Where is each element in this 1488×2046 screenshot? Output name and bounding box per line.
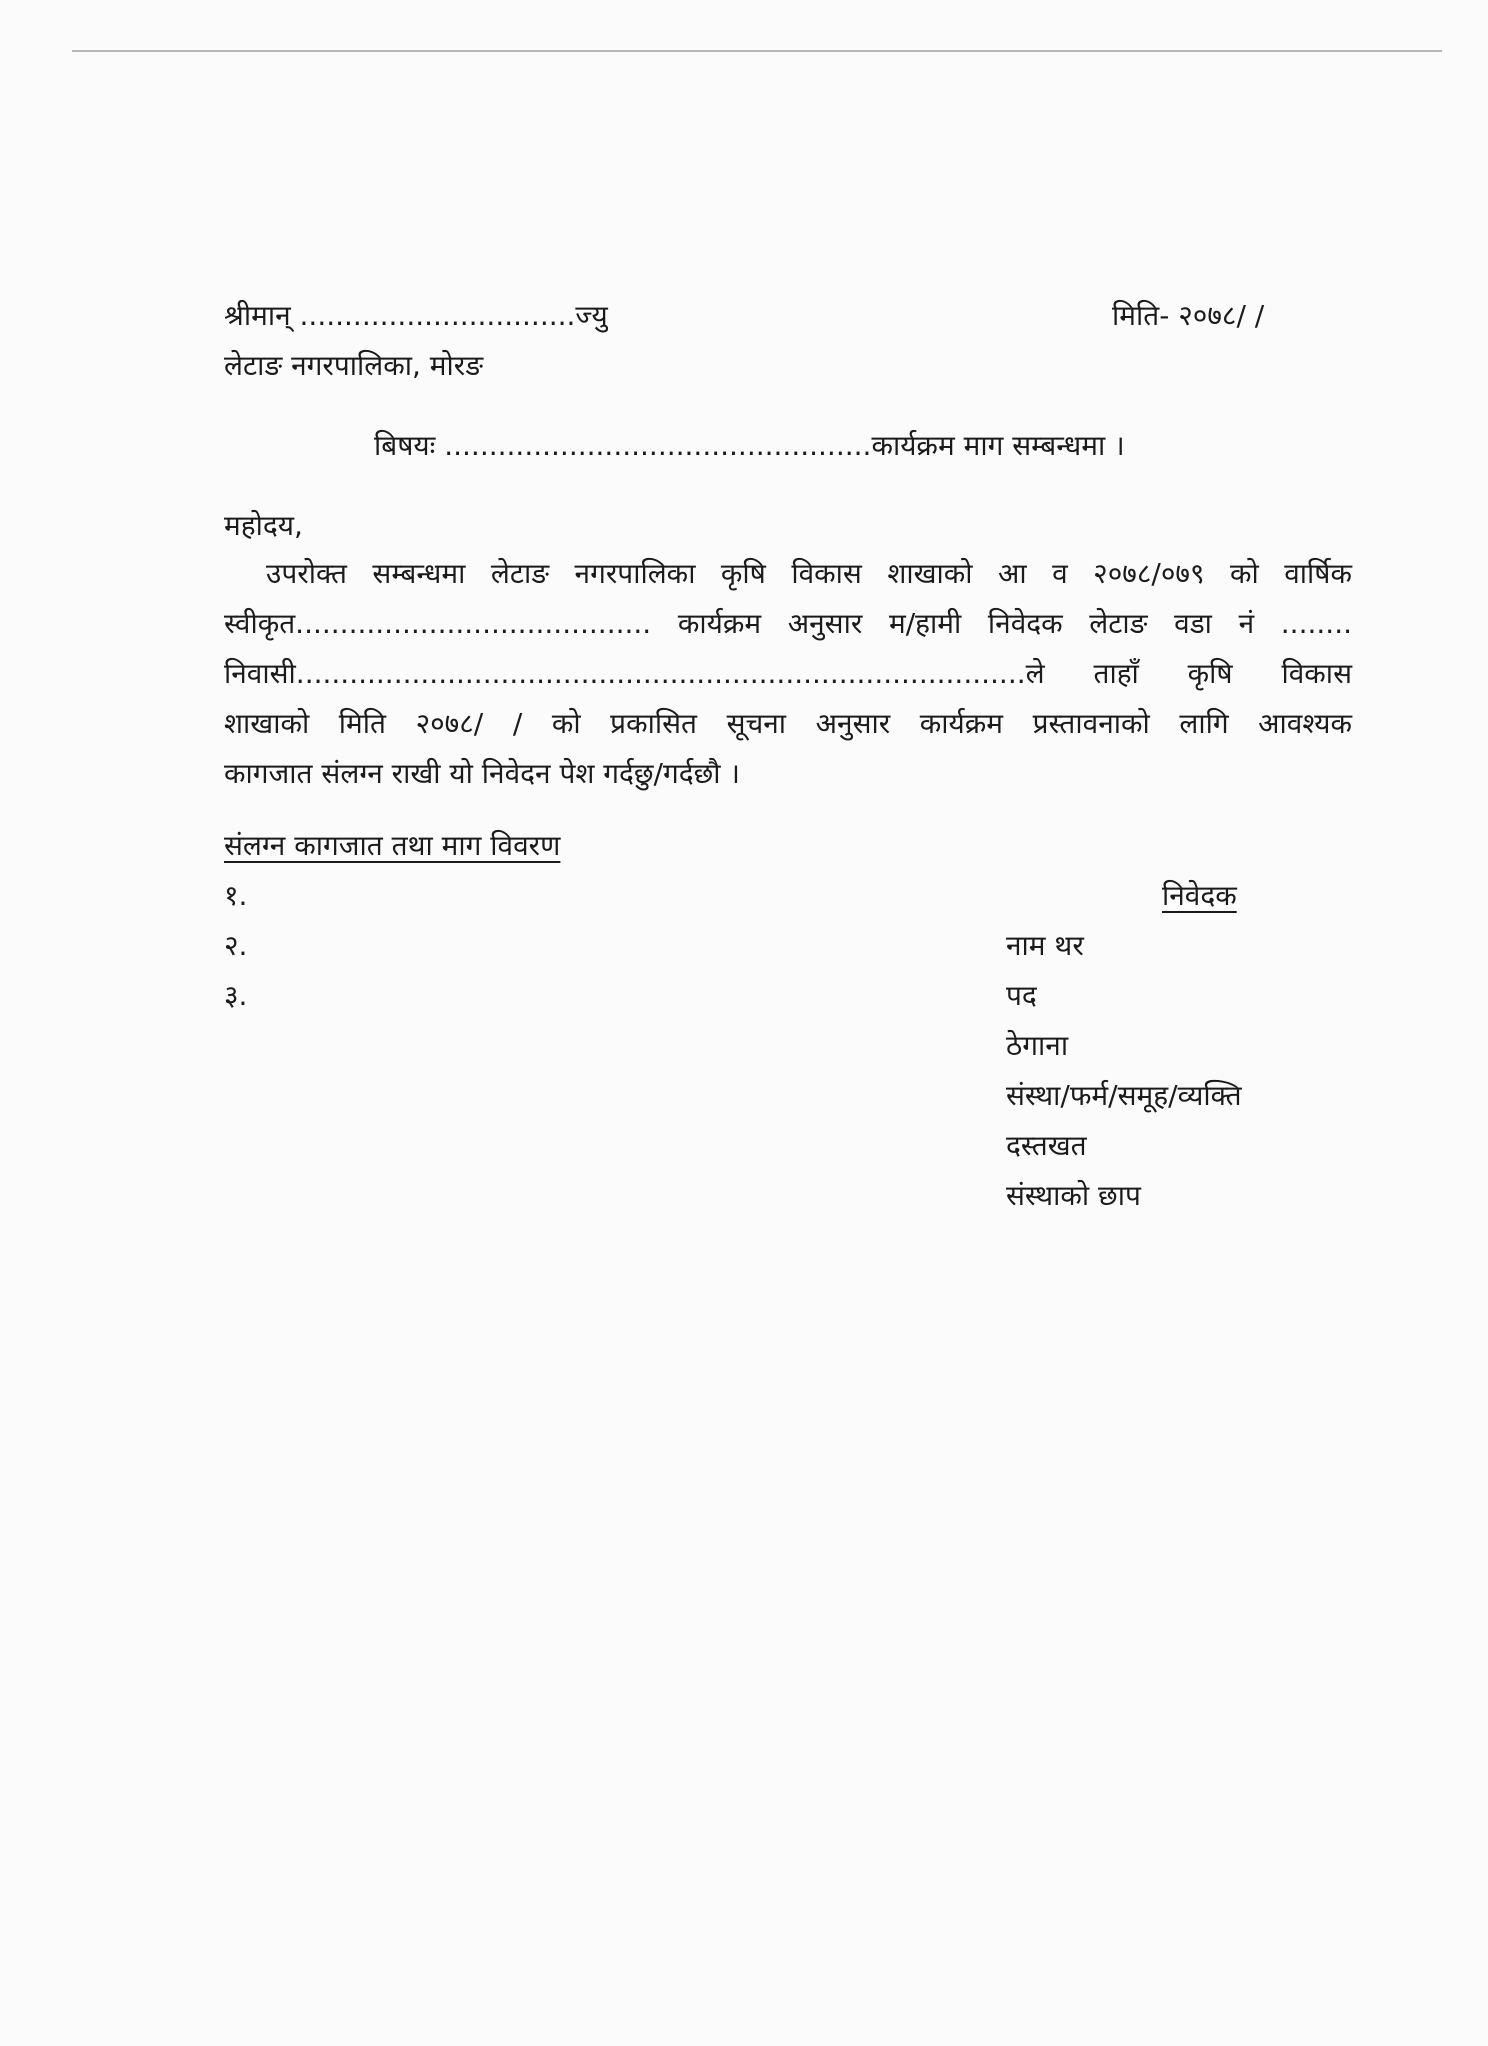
field-stamp: संस्थाको छाप — [1006, 1179, 1141, 1212]
body-line: कागजात संलग्न राखी यो निवेदन पेश गर्दछु/गर्दछौ । — [224, 757, 741, 790]
date-field: मिति- २०७८/ / — [1112, 299, 1265, 332]
field-signature: दस्तखत — [1006, 1129, 1087, 1162]
field-organization: संस्था/फर्म/समूह/व्यक्ति — [1006, 1079, 1242, 1112]
field-position: पद — [1006, 979, 1037, 1012]
body-line: निवासी..................................................................................ले ताहाँ कृषि विकास — [224, 657, 1352, 690]
scan-edge-line — [72, 50, 1442, 52]
list-item: २. — [224, 929, 248, 962]
field-address: ठेगाना — [1006, 1029, 1069, 1062]
attachments-heading: संलग्न कागजात तथा माग विवरण — [224, 829, 561, 862]
subject-line: बिषयः ................................................कार्यक्रम माग सम्बन्धमा । — [374, 429, 1125, 462]
body-line: शाखाको मिति २०७८/ / को प्रकासित सूचना अनुसार कार्यक्रम प्रस्तावनाको लागि आवश्यक — [224, 707, 1352, 740]
list-item: १. — [224, 879, 248, 912]
list-item: ३. — [224, 979, 248, 1012]
body-line: स्वीकृत........................................ कार्यक्रम अनुसार म/हामी निवेदक लेटाङ वडा नं ........ — [224, 607, 1352, 640]
salutation: महोदय, — [224, 509, 303, 542]
municipality-address: लेटाङ नगरपालिका, मोरङ — [224, 349, 484, 382]
addressee-line: श्रीमान् ...............................ज्यु — [224, 299, 608, 332]
body-line: उपरोक्त सम्बन्धमा लेटाङ नगरपालिका कृषि विकास शाखाको आ व २०७८/०७९ को वार्षिक — [266, 557, 1352, 590]
applicant-heading: निवेदक — [1162, 879, 1237, 912]
field-name: नाम थर — [1006, 929, 1084, 962]
